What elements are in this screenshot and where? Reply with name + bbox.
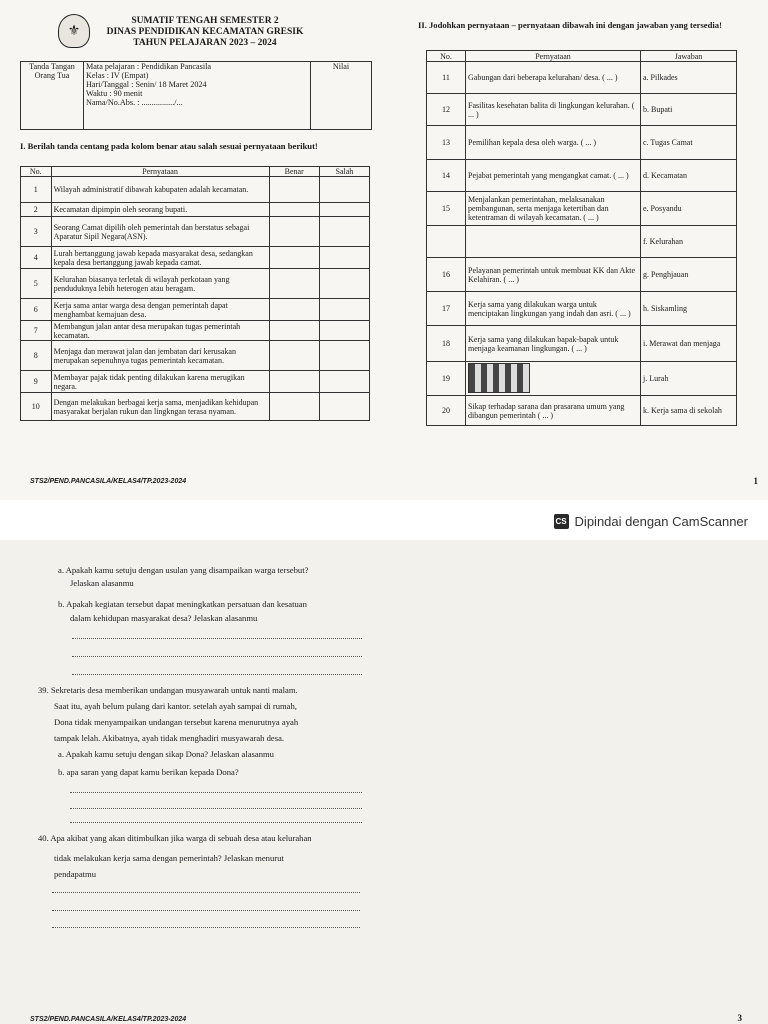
matching-row [427,396,737,426]
statement-text: Lurah bertanggung jawab kepada masyarakat desa, sedangkan kepala desa bertanggung jawab kepada camat. [51,247,269,269]
statement-text: Kerja sama yang dilakukan bapak-bapak untuk menjaga keamanan lingkungan. ( ... ) [466,326,641,362]
student-info-table [20,61,372,130]
row-number: 4 [21,247,52,269]
statement-row [21,177,370,203]
statement-row [21,393,370,421]
answer-option: j. Lurah [641,362,737,396]
class-text: Kelas : IV (Empat) [86,71,149,80]
score-cell[interactable] [311,62,372,130]
camscanner-bar [0,500,768,540]
matching-row [427,292,737,326]
false-checkbox-cell[interactable] [319,269,369,299]
answer-option: i. Merawat dan menjaga [641,326,737,362]
answer-line[interactable] [72,656,362,657]
question-39-b: b. apa saran yang dapat kamu berikan kepada Dona? [58,767,239,777]
row-number: 2 [21,203,52,217]
statement-text: Fasilitas kesehatan balita di lingkungan kelurahan. ( ... ) [466,94,641,126]
statement-row [21,217,370,247]
statement-text: Kerja sama yang dilakukan warga untuk menciptakan lingkungan yang indah dan asri. ( ... ) [466,292,641,326]
true-checkbox-cell[interactable] [269,269,319,299]
statement-text: Pelayanan pemerintah untuk membuat KK dan Akte Kelahiran. ( ... ) [466,258,641,292]
question-b-line-2: dalam kehidupan masyarakat desa? Jelaskan alasanmu [70,613,258,623]
matching-table [426,50,737,426]
statement-text [466,226,641,258]
statement-text: Kecamatan dipimpin oleh seorang bupati. [51,203,269,217]
row-number: 15 [427,192,466,226]
answer-line[interactable] [70,792,362,793]
true-checkbox-cell[interactable] [269,321,319,341]
col-header-answer: Jawaban [641,51,737,62]
statement-text: Membayar pajak tidak penting dilakukan karena merugikan negara. [51,371,269,393]
statement-text: Menjalankan pemerintahan, melaksanakan pembangunan, serta menjaga ketertiban dan ketentraman di wilayah kecamatan. ( ... ) [466,192,641,226]
row-number: 11 [427,62,466,94]
exam-page-1 [0,0,768,500]
answer-line[interactable] [70,822,362,823]
answer-line[interactable] [72,638,362,639]
row-number: 13 [427,126,466,160]
exam-header [95,16,315,49]
answer-option: g. Penghjauan [641,258,737,292]
false-checkbox-cell[interactable] [319,321,369,341]
matching-row [427,62,737,94]
answer-option: f. Kelurahan [641,226,737,258]
col-header-no: No. [427,51,466,62]
statement-text: Gabungan dari beberapa kelurahan/ desa. ( ... ) [466,62,641,94]
false-checkbox-cell[interactable] [319,177,369,203]
row-number: 10 [21,393,52,421]
matching-row [427,94,737,126]
camscanner-label: Dipindai dengan CamScanner [574,514,748,529]
statement-row [21,203,370,217]
row-number: 7 [21,321,52,341]
false-checkbox-cell[interactable] [319,247,369,269]
true-checkbox-cell[interactable] [269,341,319,371]
statement-image-cell [466,362,641,396]
false-checkbox-cell[interactable] [319,203,369,217]
statement-row [21,269,370,299]
parent-signature-label: Tanda Tangan Orang Tua [29,62,75,80]
answer-option: e. Posyandu [641,192,737,226]
statement-text: Seorang Camat dipilih oleh pemerintah dan berstatus sebagai Aparatur Sipil Negara(ASN). [51,217,269,247]
matching-row [427,326,737,362]
question-39-line-2: Saat itu, ayah belum pulang dari kantor. setelah ayah sampai di rumah, [54,701,297,711]
answer-option: h. Siskamling [641,292,737,326]
question-39-a: a. Apakah kamu setuju dengan sikap Dona? Jelaskan alasanmu [58,749,274,759]
parent-signature-cell[interactable] [21,62,84,130]
true-checkbox-cell[interactable] [269,177,319,203]
page-3-footer: STS2/PEND.PANCASILA/KELAS4/TP.2023-2024 [30,1016,187,1023]
true-checkbox-cell[interactable] [269,371,319,393]
true-checkbox-cell[interactable] [269,217,319,247]
row-number: 17 [427,292,466,326]
statement-row [21,321,370,341]
statement-text: Wilayah administratif dibawah kabupaten adalah kecamatan. [51,177,269,203]
statement-row [21,247,370,269]
answer-line[interactable] [52,910,360,911]
true-checkbox-cell[interactable] [269,299,319,321]
matching-row [427,192,737,226]
answer-option: k. Kerja sama di sekolah [641,396,737,426]
true-false-table [20,166,370,421]
community-activity-image [468,363,530,393]
answer-option: c. Tugas Camat [641,126,737,160]
false-checkbox-cell[interactable] [319,217,369,247]
page-3-number: 3 [737,1013,742,1023]
page-1-number: 1 [753,476,758,486]
question-40-line-2: tidak melakukan kerja sama dengan pemerintah? Jelaskan menurut [54,853,284,863]
statement-text: Pemilihan kepala desa oleh warga. ( ... ) [466,126,641,160]
statement-text: Kerja sama antar warga desa dengan pemerintah dapat menghambat kemajuan desa. [51,299,269,321]
section-2-title: II. Jodohkan pernyataan – pernyataan dibawah ini dengan jawaban yang tersedia! [418,20,722,30]
statement-text: Pejabat pemerintah yang mengangkat camat. ( ... ) [466,160,641,192]
matching-row [427,362,737,396]
matching-row [427,126,737,160]
page-1-footer: STS2/PEND.PANCASILA/KELAS4/TP.2023-2024 [30,478,187,485]
header-line-3: TAHUN PELAJARAN 2023 – 2024 [133,38,277,48]
true-checkbox-cell[interactable] [269,247,319,269]
false-checkbox-cell[interactable] [319,341,369,371]
question-39-line-3: Dona tidak menyampaikan undangan tersebut karena menurutnya ayah [54,717,299,727]
true-checkbox-cell[interactable] [269,393,319,421]
header-line-2: DINAS PENDIDIKAN KECAMATAN GRESIK [106,27,304,37]
row-number: 3 [21,217,52,247]
answer-option: b. Bupati [641,94,737,126]
col-header-statement: Pernyataan [466,51,641,62]
score-label: Nilai [332,62,350,71]
false-checkbox-cell[interactable] [319,371,369,393]
date-text: Hari/Tanggal : Senin/ 18 Maret 2024 [86,80,207,89]
question-a-line-2: Jelaskan alasanmu [70,578,134,588]
row-number: 1 [21,177,52,203]
statement-row [21,299,370,321]
answer-option: d. Kecamatan [641,160,737,192]
exam-details-cell [84,62,311,130]
statement-text: Membangun jalan antar desa merupakan tugas pemerintah kecamatan. [51,321,269,341]
answer-line[interactable] [52,892,360,893]
row-number: 12 [427,94,466,126]
statement-text: Kelurahan biasanya terletak di wilayah perkotaan yang penduduknya lebih heterogen atau beragam. [51,269,269,299]
answer-line[interactable] [72,674,362,675]
row-number [427,226,466,258]
regency-logo-icon: ⚜ [58,14,90,48]
question-40: 40. Apa akibat yang akan ditimbulkan jika warga di sebuah desa atau kelurahan [38,833,312,843]
question-40-line-3: pendapatmu [54,869,96,879]
col-header-true: Benar [269,167,319,177]
row-number: 9 [21,371,52,393]
false-checkbox-cell[interactable] [319,299,369,321]
subject-text: Mata pelajaran : Pendidikan Pancasila [86,62,212,71]
answer-option: a. Pilkades [641,62,737,94]
header-line-1: SUMATIF TENGAH SEMESTER 2 [131,16,279,26]
question-a: a. Apakah kamu setuju dengan usulan yang disampaikan warga tersebut? [58,565,309,575]
statement-text: Sikap terhadap sarana dan prasarana umum yang dibangun pemerintah ( ... ) [466,396,641,426]
matching-row [427,160,737,192]
row-number: 18 [427,326,466,362]
section-1-title: I. Berilah tanda centang pada kolom benar atau salah sesuai pernyataan berikut! [20,141,318,151]
matching-row [427,258,737,292]
row-number: 19 [427,362,466,396]
false-checkbox-cell[interactable] [319,393,369,421]
camscanner-watermark [554,514,748,529]
col-header-false: Salah [319,167,369,177]
row-number: 8 [21,341,52,371]
camscanner-logo-icon: CS [554,514,569,529]
statement-text: Menjaga dan merawat jalan dan jembatan dari kerusakan merupakan sepenuhnya tugas pemerintah kecamatan. [51,341,269,371]
answer-line[interactable] [52,927,360,928]
row-number: 6 [21,299,52,321]
answer-line[interactable] [70,808,362,809]
duration-text: Waktu : 90 menit [86,89,143,98]
col-header-no: No. [21,167,52,177]
row-number: 16 [427,258,466,292]
true-checkbox-cell[interactable] [269,203,319,217]
matching-row [427,226,737,258]
statement-text: Dengan melakukan berbagai kerja sama, menjadikan kehidupan masyarakat berjalan rukun dan lingkngan terasa nyaman. [51,393,269,421]
question-b: b. Apakah kegiatan tersebut dapat meningkatkan persatuan dan kesatuan [58,599,307,609]
name-number-field[interactable]: Nama/No.Abs. : ................/... [86,98,183,107]
statement-row [21,341,370,371]
row-number: 20 [427,396,466,426]
question-39-line-4: tampak lelah. Akibatnya, ayah tidak menghadiri musyawarah desa. [54,733,285,743]
question-39: 39. Sekretaris desa memberikan undangan musyawarah untuk nanti malam. [38,685,298,695]
row-number: 14 [427,160,466,192]
row-number: 5 [21,269,52,299]
col-header-statement: Pernyataan [51,167,269,177]
statement-row [21,371,370,393]
